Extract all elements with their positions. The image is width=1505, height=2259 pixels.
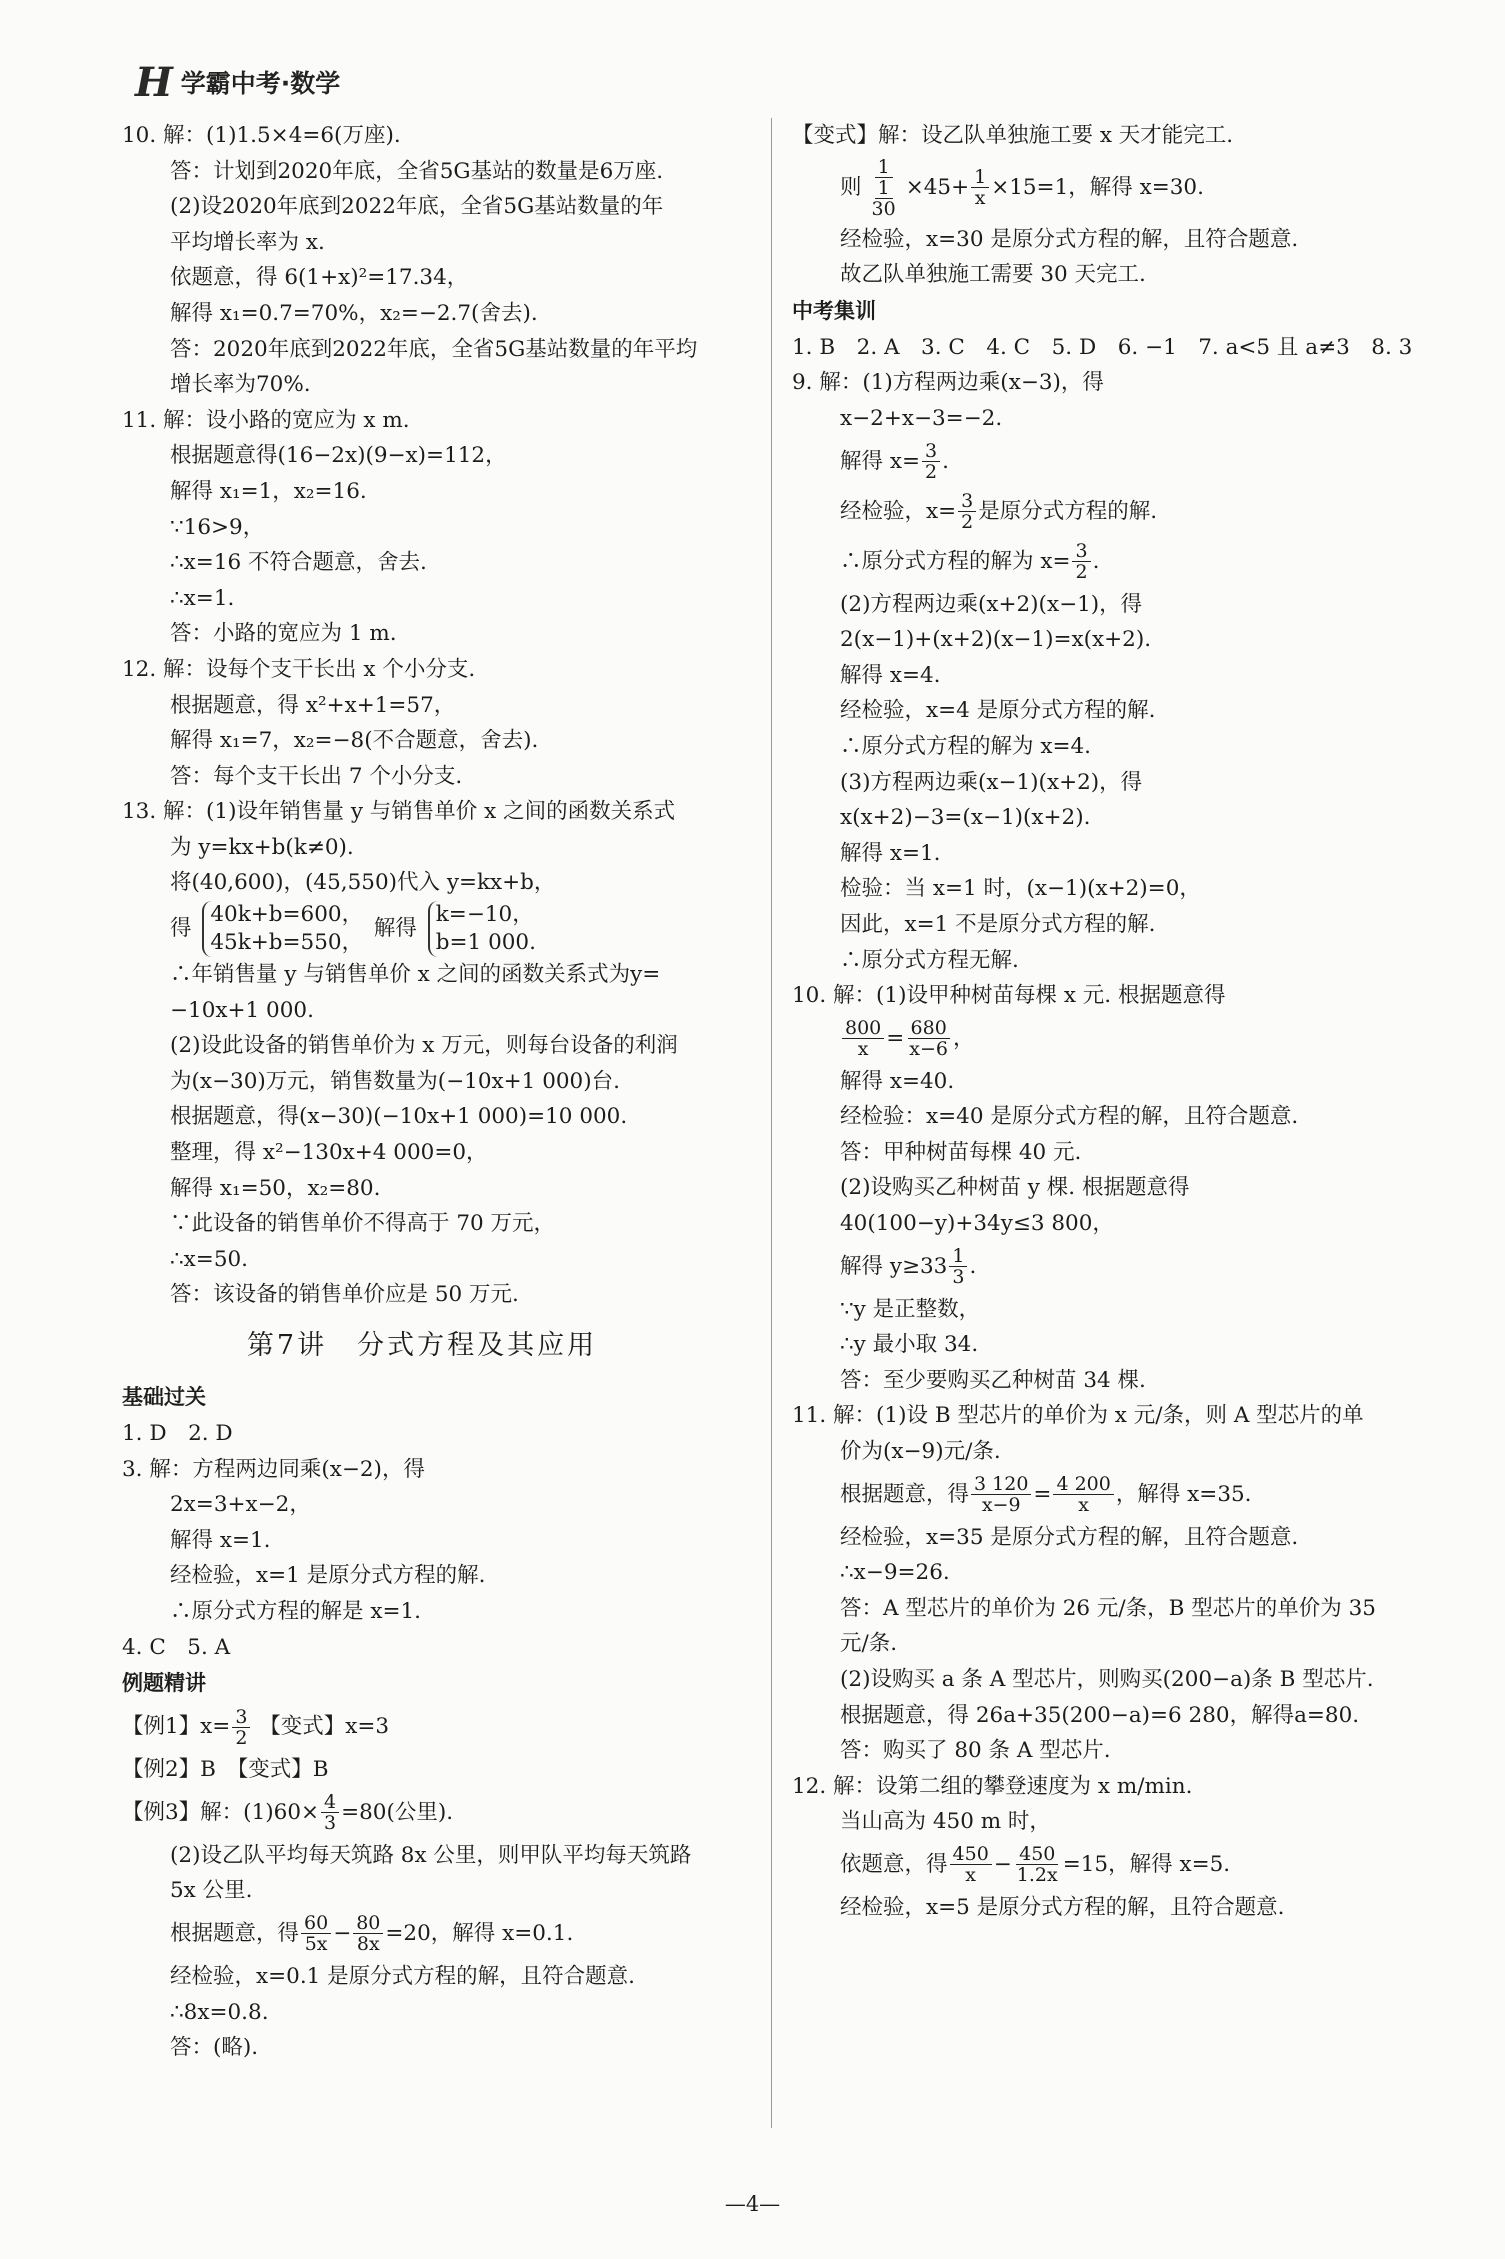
text: =15，解得 x=5. [1062,1851,1231,1877]
text-line: 解得 x=1. [840,840,941,866]
denominator: 3 [324,1812,337,1835]
text-line: 经检验，x=5 是原分式方程的解，且符合题意. [840,1894,1285,1920]
text-line: (2)方程两边乘(x+2)(x−1)，得 [840,591,1143,617]
fraction [321,1792,339,1833]
example-line [122,1702,762,1752]
denominator: 3 [952,1266,965,1289]
equation-line [792,437,1452,487]
text-line: (2)设购买 a 条 A 型芯片，则购买(200−a)条 B 型芯片. [840,1667,1374,1692]
text-line: ∴x−9=26. [840,1560,950,1586]
text-line: 价为(x−9)元/条. [840,1439,1001,1465]
numerator: 450 [950,1844,992,1865]
text-line: (2)设2020年底到2022年底，全省5G基站数量的年 [170,194,664,220]
fraction [922,441,940,482]
example-line [122,1788,762,1838]
fraction [1053,1474,1113,1515]
text-line: 答：每个支干长出 7 个小分支. [170,763,463,789]
text: . [1092,548,1100,574]
text-line: ∵y 是正整数， [840,1296,981,1322]
text-line: 答：(略). [170,2035,259,2061]
numerator: 800 [842,1018,884,1039]
fraction [842,1018,884,1059]
text-line: 【例2】B 【变式】B [122,1757,329,1783]
text-line: 经检验，x=1 是原分式方程的解. [170,1563,486,1589]
text-line: 4. C 5. A [122,1634,231,1660]
text-line: 根据题意得(16−2x)(9−x)=112， [170,443,507,469]
numerator: 3 [958,491,976,512]
text-line: 经检验，x=4 是原分式方程的解. [840,698,1156,724]
equation-line [792,1242,1452,1292]
equation-line [792,1470,1452,1520]
text-line: 经检验：x=40 是原分式方程的解，且符合题意. [840,1104,1299,1130]
text: ，解得 x=35. [1115,1481,1252,1507]
text-line: 9. 解：(1)方程两边乘(x−3)，得 [792,370,1104,396]
equation-line [792,487,1452,537]
numerator: 3 120 [971,1474,1031,1495]
text-line: 答：至少要购买乙种树苗 34 棵. [840,1367,1146,1393]
fraction [971,1474,1031,1515]
fraction [353,1913,383,1954]
fraction [1072,541,1090,582]
text-line: 解得 x=1. [170,1527,271,1553]
text-line: ∵此设备的销售单价不得高于 70 万元， [170,1211,556,1237]
text-line: 根据题意，得 26a+35(200−a)=6 280，解得a=80. [840,1702,1360,1728]
section-heading: 基础过关 [122,1385,206,1409]
answer-line: 1. B 2. A 3. C 4. C 5. D 6. −1 7. a<5 且 a≠3 8. 3 [792,334,1413,360]
text-line: 答：小路的宽应为 1 m. [170,621,397,647]
text: 根据题意，得 [170,1920,300,1946]
denominator: 5x [304,1933,328,1956]
text-line: 元/条. [840,1631,898,1657]
text: =80(公里). [341,1799,454,1825]
text-line: 根据题意，得(x−30)(−10x+1 000)=10 000. [170,1104,628,1130]
text: 解得 x= [840,448,920,474]
text-line: 经检验，x=0.1 是原分式方程的解，且符合题意. [170,1963,636,1989]
text: 解得 y≥33 [840,1253,948,1279]
text: 根据题意，得 [840,1481,970,1507]
text-line: 10. 解：(1)设甲种树苗每棵 x 元. 根据题意得 [792,983,1226,1009]
equation: 45k+b=550， [210,930,364,956]
text-line: 增长率为70%. [170,372,311,398]
text: ， [953,1025,975,1051]
fraction [958,491,976,532]
text-line: ∴x=50. [170,1246,249,1272]
text: . [942,448,949,474]
equation-line [792,537,1452,587]
text: 解得 [373,916,417,942]
text-line: 1. D 2. D [122,1421,233,1446]
text-line: 将(40,600)，(45,550)代入 y=kx+b， [170,870,556,896]
text-line: 为(x−30)万元，销售数量为(−10x+1 000)台. [170,1068,620,1094]
denominator: 1.2x [1016,1864,1058,1887]
denominator: x [857,1038,869,1061]
text-line: 5x 公里. [170,1878,253,1904]
numerator: 450 [1016,1844,1058,1865]
numerator: 3 [232,1707,250,1728]
section-heading: 中考集训 [792,298,876,323]
text-line: 故乙队单独施工需要 30 天完工. [840,262,1146,288]
equation-line [792,1840,1452,1890]
right-column [792,118,1452,1926]
operator: = [886,1025,905,1051]
text-line: 12. 解：设第二组的攀登速度为 x m/min. [792,1773,1193,1799]
fraction [301,1913,331,1954]
text-line: −10x+1 000. [170,997,314,1023]
text-line: (3)方程两边乘(x−1)(x+2)，得 [840,769,1143,795]
denominator: x−6 [909,1038,949,1061]
fraction [949,1246,967,1287]
text-line: (2)设购买乙种树苗 y 棵. 根据题意得 [840,1175,1190,1201]
complex-fraction [864,157,904,219]
denominator: 2 [924,461,938,484]
numerator: 4 200 [1053,1474,1113,1495]
left-column [122,118,762,2066]
numerator: 60 [301,1913,331,1934]
text: . [969,1253,977,1279]
text-line: 13. 解：(1)设年销售量 y 与销售单价 x 之间的函数关系式 [122,799,676,825]
text-line: 根据题意，得 x²+x+1=57， [170,692,456,718]
text-line: ∴原分式方程的解是 x=1. [170,1598,421,1624]
numerator: 80 [353,1913,383,1934]
equation: k=−10， [435,902,534,928]
numerator: 1 [971,167,989,188]
text-line: 答：该设备的销售单价应是 50 万元. [170,1282,519,1308]
text-line: 40(100−y)+34y≤3 800， [840,1211,1114,1237]
numerator: 3 [1072,541,1090,562]
series-title: 学霸中考·数学 [180,69,341,98]
text-line: 依题意，得 6(1+x)²=17.34， [170,265,469,291]
text-line: x−2+x−3=−2. [840,405,1003,431]
numerator: 1 [875,178,893,199]
text-line: 【变式】解：设乙队单独施工要 x 天才能完工. [792,123,1234,148]
denominator: x−9 [981,1494,1021,1517]
fraction [1014,1844,1061,1885]
text: 依题意，得 [840,1851,948,1877]
equation-system-line [122,901,762,957]
text-line: 平均增长率为 x. [170,229,325,255]
text-line: 为 y=kx+b(k≠0). [170,834,354,860]
denominator [864,178,904,219]
text: ∴原分式方程的解为 x= [840,548,1071,574]
fraction [906,1018,951,1059]
text-line: 解得 x=40. [840,1068,955,1094]
text-line: ∴x=1. [170,585,235,611]
operator: − [333,1920,352,1946]
book-logo-icon: H [135,58,167,106]
equation: b=1 000. [435,930,536,956]
text-line: ∴x=16 不符合题意，舍去. [170,550,427,576]
text-line: 10. 解：(1)1.5×4=6(万座). [122,123,401,148]
text-line: 3. 解：方程两边同乘(x−2)，得 [122,1456,425,1482]
fraction [232,1707,250,1748]
text-line: ∴原分式方程的解为 x=4. [840,733,1091,759]
text: 【例3】解：(1)60× [122,1799,320,1825]
text-line: 2x=3+x−2， [170,1492,311,1518]
text-line: ∴原分式方程无解. [840,947,1019,973]
text-line: 解得 x₁=50，x₂=80. [170,1175,381,1201]
fraction [971,167,989,208]
text-line: 答：购买了 80 条 A 型芯片. [840,1738,1111,1764]
fraction [950,1844,992,1885]
equation-system [428,901,536,957]
text-line: 解得 x=4. [840,662,941,688]
text-line: 答：甲种树苗每棵 40 元. [840,1139,1082,1165]
text-line: 2(x−1)+(x+2)(x−1)=x(x+2). [840,627,1152,653]
text-line: ∴y 最小取 34. [840,1332,979,1358]
denominator: x [1078,1494,1089,1517]
equation-line [792,154,1452,222]
numerator: 4 [321,1792,339,1813]
text-line: (2)设此设备的销售单价为 x 万元，则每台设备的利润 [170,1033,678,1059]
numerator: 1 [949,1246,967,1267]
text-line: 检验：当 x=1 时，(x−1)(x+2)=0， [840,876,1201,902]
text: 经检验，x= [840,498,957,524]
equation-line [792,1014,1452,1064]
denominator: x [965,1864,976,1887]
numerator: 3 [922,441,940,462]
text: 是原分式方程的解. [978,498,1158,524]
text-line: 因此，x=1 不是原分式方程的解. [840,911,1156,937]
text: 【例1】x= [122,1714,231,1740]
text-line: ∵16>9， [170,514,265,540]
text-line: 当山高为 450 m 时， [840,1809,1051,1835]
operator: = [1033,1481,1052,1507]
page-number: —4— [724,2192,781,2216]
equation: 40k+b=600， [210,902,364,928]
text-line: 11. 解：(1)设 B 型芯片的单价为 x 元/条，则 A 型芯片的单 [792,1403,1364,1429]
text-line: x(x+2)−3=(x−1)(x+2). [840,805,1091,831]
text-line: ∴8x=0.8. [170,1999,269,2025]
text-line: 经检验，x=35 是原分式方程的解，且符合题意. [840,1524,1299,1550]
text-line: 12. 解：设每个支干长出 x 个小分支. [122,656,476,682]
text-line: 11. 解：设小路的宽应为 x m. [122,407,410,433]
text-line: 解得 x₁=7，x₂=−8(不合题意，舍去). [170,728,539,754]
text: 得 [170,916,192,942]
column-divider [771,118,772,2128]
text-line: ∴年销售量 y 与销售单价 x 之间的函数关系式为y= [170,962,661,988]
text-line: (2)设乙队平均每天筑路 8x 公里，则甲队平均每天筑路 [170,1842,692,1868]
denominator: 2 [235,1726,248,1749]
page-header [135,58,341,106]
text-line: 解得 x₁=1，x₂=16. [170,478,367,504]
equation-system [202,901,363,957]
text-line: 答：2020年底到2022年底，全省5G基站数量的年平均 [170,336,698,362]
text: 则 [840,174,862,200]
text: =20，解得 x=0.1. [385,1920,574,1946]
text-line: 经检验，x=30 是原分式方程的解，且符合题意. [840,226,1299,252]
equation-line [122,1909,762,1959]
numerator: 1 [875,157,893,178]
numerator: 680 [908,1018,950,1039]
denominator: 2 [961,511,974,534]
fraction [869,178,899,219]
text: ×15=1，解得 x=30. [991,174,1204,200]
text-line: 答：A 型芯片的单价为 26 元/条，B 型芯片的单价为 35 [840,1595,1376,1621]
denominator: x [974,187,986,210]
denominator: 2 [1075,561,1088,584]
section-heading: 例题精讲 [122,1671,206,1696]
text-line: 答：计划到2020年底，全省5G基站的数量是6万座. [170,158,664,184]
denominator: 30 [871,197,896,220]
text: ×45+ [905,174,970,200]
chapter-title: 第7讲 分式方程及其应用 [246,1330,598,1361]
operator: − [993,1851,1012,1877]
text: 【变式】x=3 [259,1714,390,1740]
text-line: 解得 x₁=0.7=70%，x₂=−2.7(舍去). [170,300,538,326]
text-line: 整理，得 x²−130x+4 000=0， [170,1140,488,1166]
denominator: 8x [356,1933,380,1956]
